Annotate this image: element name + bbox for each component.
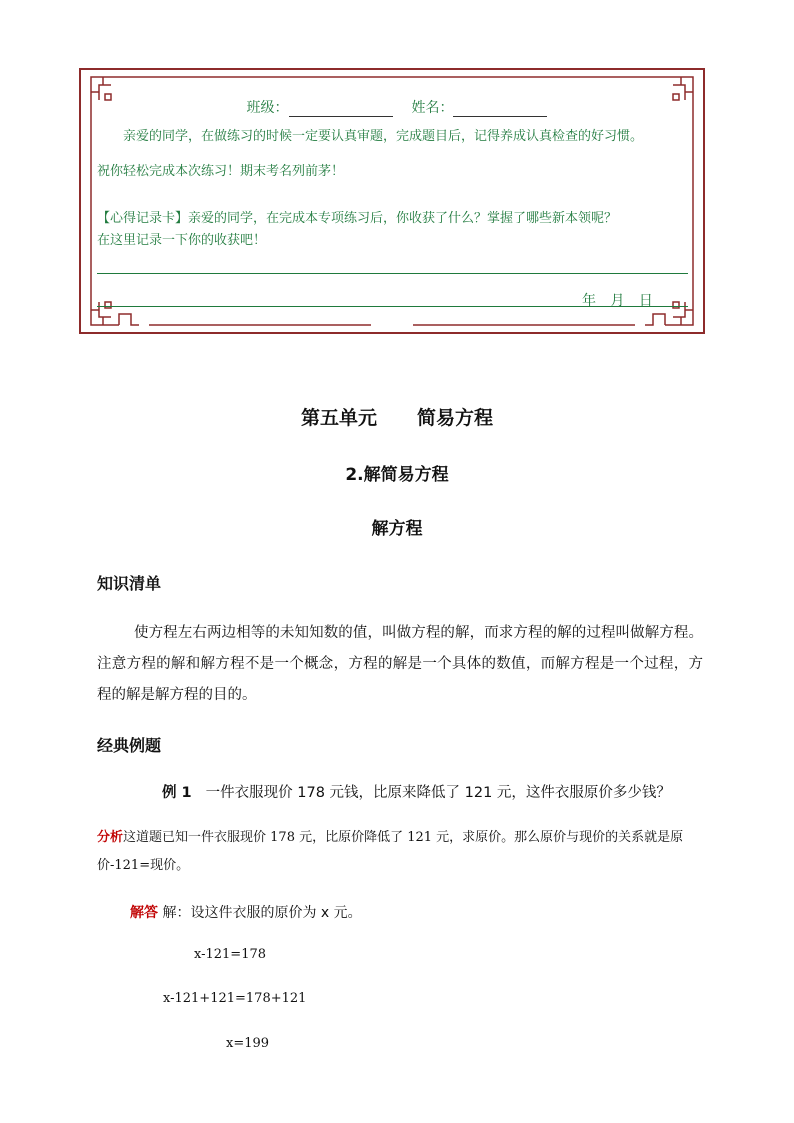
unit-title: [0, 403, 794, 430]
knowledge-heading: 知识清单: [97, 574, 162, 593]
answer-label: 解答: [130, 905, 158, 921]
name-label: 姓名：: [411, 100, 454, 116]
example-question: [162, 781, 671, 802]
analysis-paragraph: [97, 824, 703, 880]
analysis-text: 这道题已知一件衣服现价 178 元，比原价降低了 121 元，求原价。那么原价与现价的关系就是原价-121=现价。: [97, 830, 684, 873]
class-label: 班级：: [246, 100, 289, 116]
unit-topic: 简易方程: [417, 407, 494, 429]
answer-line: [130, 902, 362, 922]
answer-text: 解：设这件衣服的原价为 x 元。: [158, 905, 362, 921]
equation-step: x=199: [226, 1036, 270, 1051]
unit-number: 第五单元: [300, 407, 377, 429]
example-question-text: 一件衣服现价 178 元钱，比原来降低了 121 元，这件衣服原价多少钱？: [205, 785, 671, 801]
record-card-line-2: 在这里记录一下你的收获吧！: [97, 233, 267, 248]
knowledge-paragraph: 使方程左右两边相等的未知知数的值，叫做方程的解，而求方程的解的过程叫做解方程。注意方程的解和解方程不是一个概念，方程的解是一个具体的数值，而解方程是一个过程，方程的解是解方程的目的。: [97, 625, 703, 703]
analysis-label: 分析: [97, 830, 124, 845]
record-write-line-1[interactable]: [97, 273, 688, 274]
equation-step: x-121+121=178+121: [163, 991, 307, 1006]
name-fill-line[interactable]: [453, 101, 547, 117]
greeting-wish: 祝你轻松完成本次练习！期末考名列前茅！: [97, 164, 345, 179]
example-heading: 经典例题: [97, 736, 162, 755]
example-label: 例 1: [162, 785, 192, 801]
equation-step: x-121=178: [194, 947, 267, 962]
date-field: 年 月 日: [582, 293, 655, 309]
record-card-line-1: 【心得记录卡】亲爱的同学，在完成本专项练习后，你收获了什么？掌握了哪些新本领呢？: [97, 211, 618, 226]
greeting-text: 亲爱的同学，在做练习的时候一定要认真审题，完成题目后，记得养成认真检查的好习惯。: [123, 129, 644, 144]
section-title: 2.解简易方程: [345, 465, 449, 485]
class-name-row: [0, 97, 794, 117]
class-fill-line[interactable]: [289, 101, 393, 117]
sub-title: 解方程: [371, 519, 423, 539]
